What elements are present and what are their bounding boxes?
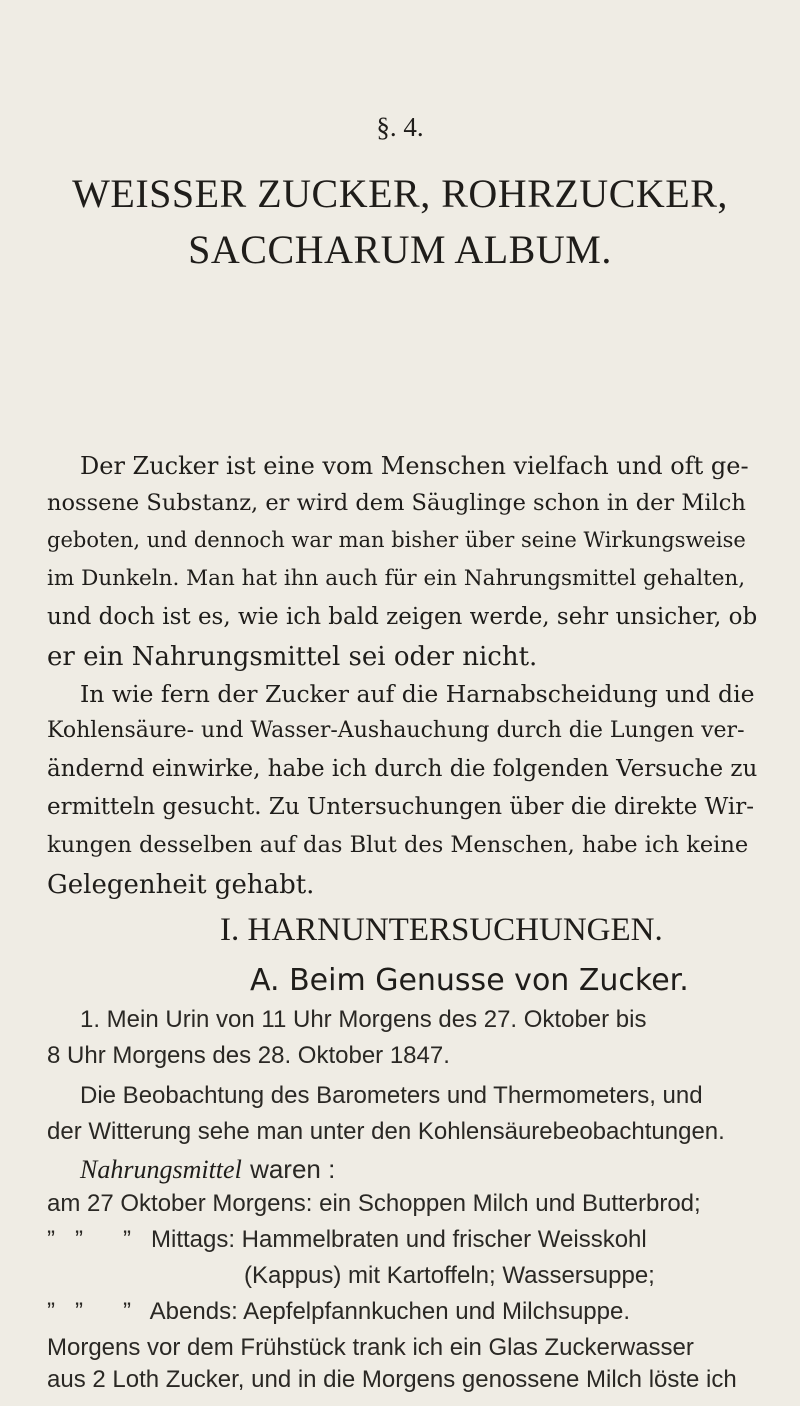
body-line: 1. Mein Urin von 11 Uhr Morgens des 27. Oktober bis bbox=[80, 1006, 647, 1033]
body-line: Die Beobachtung des Barometers und Thermometers, und bbox=[80, 1082, 703, 1109]
intro-line: nossene Substanz, er wird dem Säuglinge schon in der Milch bbox=[47, 490, 746, 516]
body-line: (Kappus) mit Kartoffeln; Wassersuppe; bbox=[244, 1262, 655, 1289]
body-line: am 27 Oktober Morgens: ein Schoppen Milch und Butterbrod; bbox=[47, 1190, 701, 1217]
body-line: 8 Uhr Morgens des 28. Oktober 1847. bbox=[47, 1042, 450, 1069]
intro-line: er ein Nahrungsmittel sei oder nicht. bbox=[47, 642, 538, 672]
food-label: Nahrungsmittel bbox=[80, 1155, 242, 1184]
body-line: aus 2 Loth Zucker, und in die Morgens genossene Milch löste ich bbox=[47, 1366, 737, 1393]
body-line: Morgens vor dem Frühstück trank ich ein Glas Zuckerwasser bbox=[47, 1334, 694, 1361]
chapter-title-line-2: SACCHARUM ALBUM. bbox=[188, 227, 612, 272]
body-line: ” ” ” Abends: Aepfelpfannkuchen und Milchsuppe. bbox=[47, 1298, 631, 1325]
intro-line: im Dunkeln. Man hat ihn auch für ein Nahrungsmittel gehalten, bbox=[47, 566, 746, 591]
body-line: der Witterung sehe man unter den Kohlensäurebeobachtungen. bbox=[47, 1118, 725, 1145]
intro-line: geboten, und dennoch war man bisher über seine Wirkungsweise bbox=[47, 528, 746, 552]
intro-line: und doch ist es, wie ich bald zeigen werde, sehr unsicher, ob bbox=[47, 604, 758, 630]
subsection-heading: A. Beim Genusse von Zucker. bbox=[250, 963, 689, 998]
body-line: ” ” ” Mittags: Hammelbraten und frischer Weisskohl bbox=[47, 1226, 647, 1253]
intro-line: kungen desselben auf das Blut des Menschen, habe ich keine bbox=[47, 832, 749, 858]
chapter-title-line-1: WEISSER ZUCKER, ROHRZUCKER, bbox=[72, 171, 728, 216]
section-number: §. 4. bbox=[376, 112, 424, 142]
food-label-suffix: waren : bbox=[250, 1154, 336, 1184]
intro-line: Der Zucker ist eine vom Menschen vielfach und oft ge- bbox=[80, 452, 749, 480]
intro-line: Gelegenheit gehabt. bbox=[47, 870, 315, 900]
section-heading: I. HARNUNTERSUCHUNGEN. bbox=[220, 912, 663, 948]
intro-line: ändernd einwirke, habe ich durch die folgenden Versuche zu bbox=[47, 756, 758, 782]
intro-line: In wie fern der Zucker auf die Harnabscheidung und die bbox=[80, 680, 755, 708]
food-label-line bbox=[80, 1154, 335, 1185]
intro-line: Kohlensäure- und Wasser-Aushauchung durch die Lungen ver- bbox=[47, 718, 745, 743]
intro-line: ermitteln gesucht. Zu Untersuchungen über die direkte Wir- bbox=[47, 794, 755, 820]
